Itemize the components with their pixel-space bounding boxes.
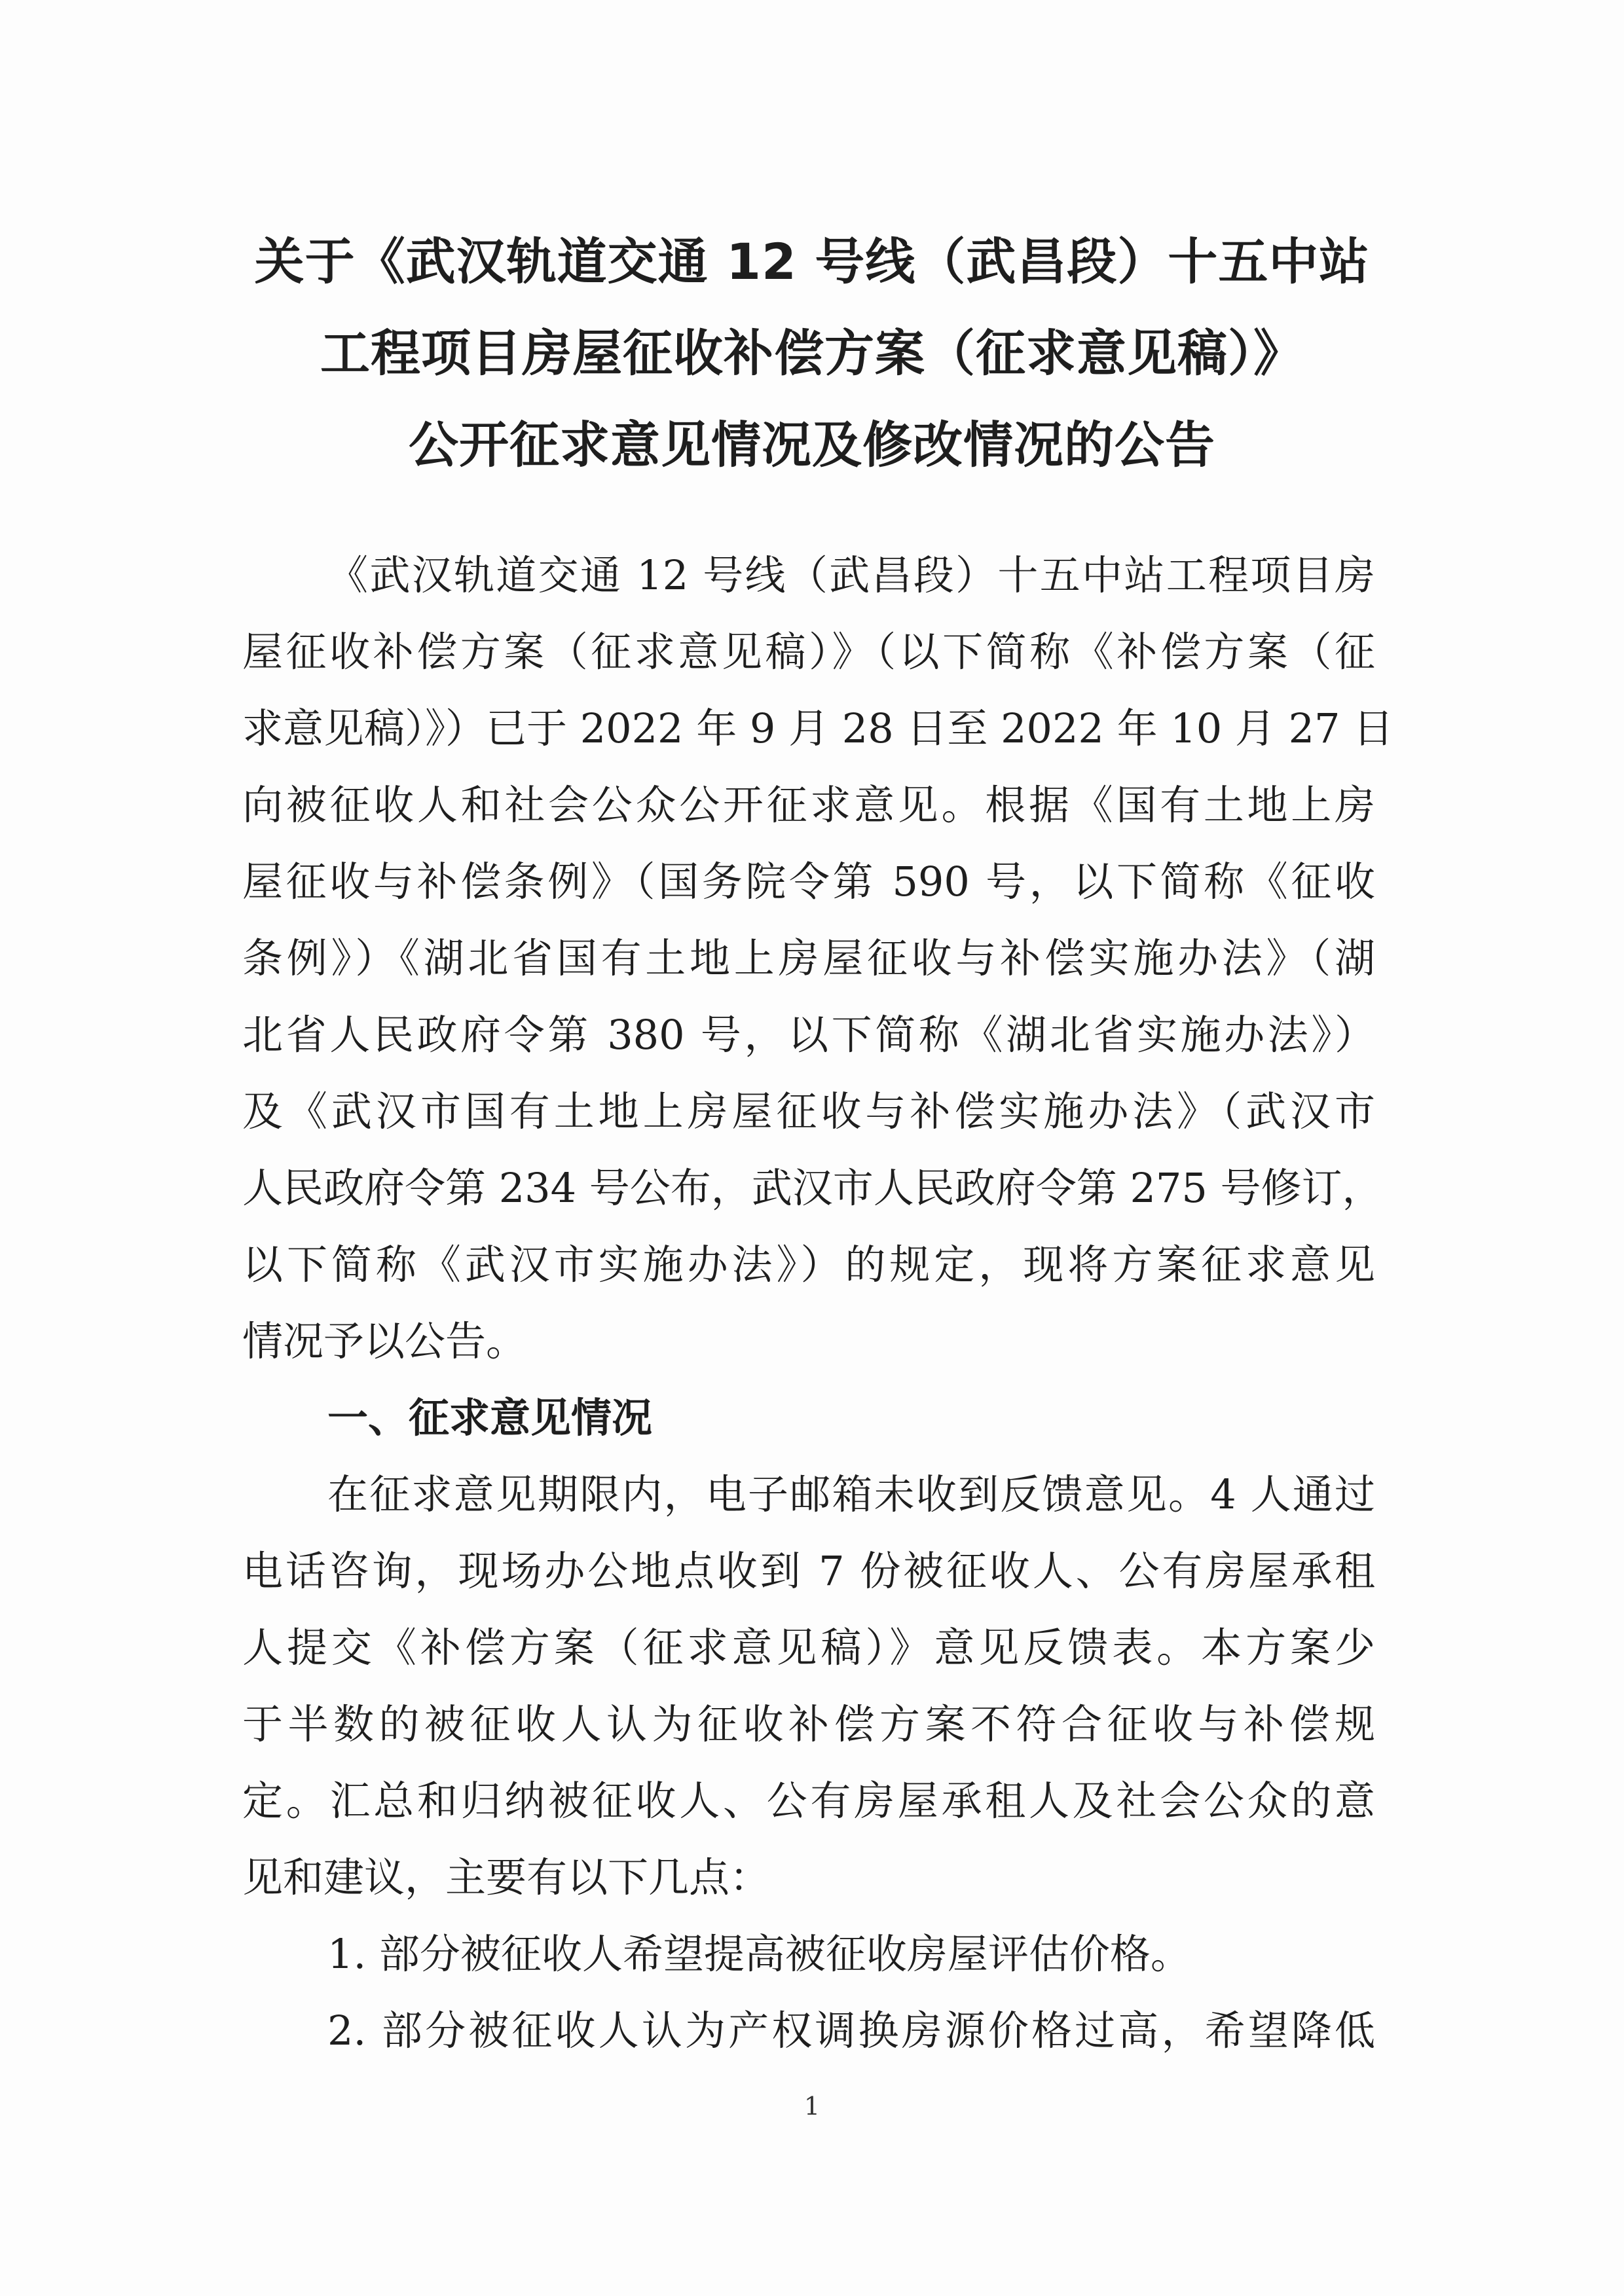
title-line-1: 关于《武汉轨道交通 12 号线（武昌段）十五中站 [254, 232, 1370, 291]
section-paragraph [242, 1456, 1375, 1916]
intro-line: 求意见稿）》）已于 2022 年 9 月 28 日至 2022 年 10 月 27 日 [242, 704, 1394, 752]
intro-line: 《武汉轨道交通 12 号线（武昌段）十五中站工程项目房 [327, 551, 1375, 599]
intro-line: 向被征收人和社会公众公开征求意见。根据《国有土地上房 [242, 781, 1375, 829]
intro-line: 及《武汉市国有土地上房屋征收与补偿实施办法》（武汉市 [242, 1087, 1375, 1135]
section-heading: 一、征求意见情况 [327, 1394, 653, 1442]
section-line: 定。汇总和归纳被征收人、公有房屋承租人及社会公众的意 [242, 1777, 1375, 1825]
section-line: 于半数的被征收人认为征收补偿方案不符合征收与补偿规 [242, 1700, 1375, 1748]
section-line: 见和建议，主要有以下几点： [242, 1853, 771, 1901]
intro-line: 屋征收补偿方案（征求意见稿）》（以下简称《补偿方案（征 [242, 628, 1375, 676]
intro-line: 条例》）《湖北省国有土地上房屋征收与补偿实施办法》（湖 [242, 934, 1375, 982]
intro-line: 屋征收与补偿条例》（国务院令第 590 号，以下简称《征收 [242, 858, 1375, 905]
section-line: 在征求意见期限内，电子邮箱未收到反馈意见。4 人通过 [327, 1470, 1375, 1518]
title-line-2: 工程项目房屋征收补偿方案（征求意见稿）》 [320, 324, 1304, 382]
document-title [216, 216, 1408, 491]
intro-line: 人民政府令第 234 号公布，武汉市人民政府令第 275 号修订， [242, 1164, 1383, 1212]
intro-line: 北省人民政府令第 380 号，以下简称《湖北省实施办法》） [242, 1011, 1375, 1059]
opinion-item-2: 2. 部分被征收人认为产权调换房源价格过高，希望降低 [327, 2007, 1375, 2054]
page-number: 1 [803, 2092, 821, 2121]
title-line-3: 公开征求意见情况及修改情况的公告 [409, 416, 1215, 474]
opinion-item-1: 1. 部分被征收人希望提高被征收房屋评估价格。 [327, 1930, 1191, 1978]
section-line: 电话咨询，现场办公地点收到 7 份被征收人、公有房屋承租 [242, 1547, 1375, 1595]
intro-paragraph [242, 537, 1394, 1379]
section-line: 人提交《补偿方案（征求意见稿）》意见反馈表。本方案少 [242, 1624, 1375, 1671]
document-body [242, 537, 1394, 2069]
intro-line: 以下简称《武汉市实施办法》）的规定，现将方案征求意见 [242, 1241, 1375, 1288]
intro-line: 情况予以公告。 [242, 1317, 527, 1365]
